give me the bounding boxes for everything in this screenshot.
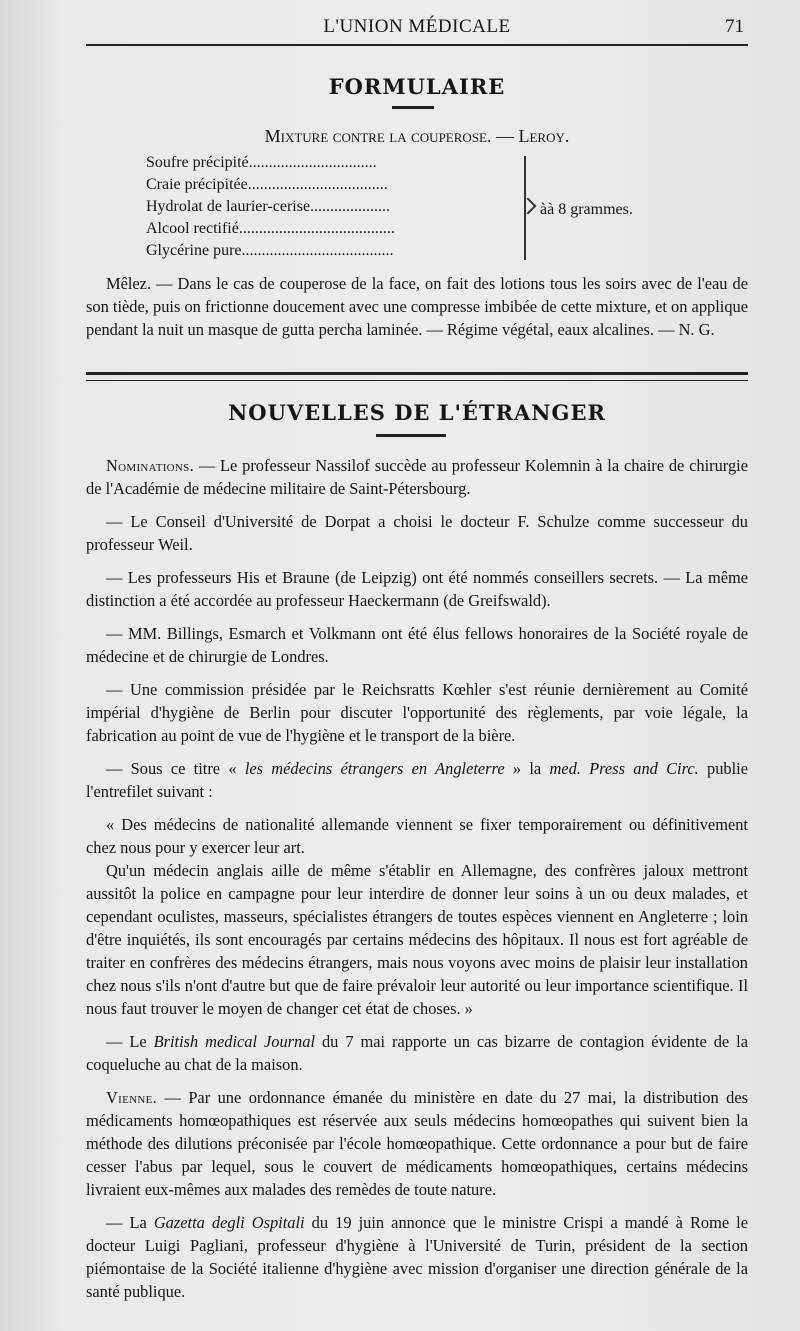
quotation-block bbox=[86, 813, 748, 1020]
page-number: 71 bbox=[725, 16, 744, 37]
quotation-paragraph: « Des médecins de nationalité allemande viennent se fixer temporairement ou définitivement chez nous pour y exercer leur art. bbox=[86, 815, 748, 857]
paragraph-text: — Le bbox=[106, 1032, 154, 1051]
news-item-leipzig: — Les professeurs His et Braune (de Leipzig) ont été nommés conseillers secrets. — La même distinction a été accordée au professeur Haeckermann (de Greifswald). bbox=[86, 568, 748, 610]
journal-name: med. Press and Circ. bbox=[549, 759, 699, 778]
section-rule-thick bbox=[86, 372, 748, 375]
recipe-instructions: Mêlez. — Dans le cas de couperose de la face, on fait des lotions tous les soirs avec de l'eau de son tiède, puis on frictionne doucement avec une compresse imbibée de cette mixture, et on applique pendant la nuit un masque de gutta percha laminée. — Régime végétal, eaux alcalines. — N. G. bbox=[86, 274, 748, 339]
news-item-angleterre bbox=[86, 757, 748, 803]
ingredient-line: Glycérine pure...................................... bbox=[146, 242, 394, 259]
ingredient-line: Craie précipitée................................... bbox=[146, 176, 388, 193]
rubric-label: Vienne. bbox=[106, 1088, 158, 1107]
paragraph-text: — Le professeur Nassilof succède au professeur Kolemnin à la chaire de chirurgie de l'Académie de médecine militaire de Saint-Pétersbourg. bbox=[86, 456, 748, 498]
rubric-label: Nominations. bbox=[106, 456, 194, 475]
recipe-title: Mixture contre la couperose. — Leroy. bbox=[264, 126, 570, 146]
ingredient-line: Hydrolat de laurier-cerise.................... bbox=[146, 198, 391, 215]
article-title: les médecins étrangers en Angleterre bbox=[244, 759, 505, 778]
recipe-dose: àà 8 grammes. bbox=[540, 201, 633, 218]
heading-divider bbox=[376, 434, 446, 437]
ingredient-line: Soufre précipité................................ bbox=[146, 154, 377, 171]
news-item-turin bbox=[86, 1211, 748, 1303]
quotation-paragraph: Qu'un médecin anglais aille de même s'établir en Allemagne, des confrères jaloux mettront aussitôt la police en campagne pour leur interdire de donner leur soins à un ou deux malades, et cependant oculistes, masseurs, spécialistes étrangers de toutes espèces viennent en Angleterre ; loin d'être inquiétés, ils sont encouragés par certains médecins des hôpitaux. Il nous est fort agréable de traiter en confrères des médecins étrangers, mais nous voyons avec moins de plaisir leur installation chez nous s'ils n'ont d'autre but que de faire prévaloir leur autorité ou leur importance scientifique. Il nous faut trouver le moyen de changer cet état de choses. » bbox=[86, 861, 748, 1018]
journal-title: L'UNION MÉDICALE bbox=[323, 16, 511, 37]
paragraph-text: publie l'entrefilet suivant : bbox=[86, 759, 748, 801]
paragraph-text: — Par une ordonnance émanée du ministère en date du 27 mai, la distribution des médicaments homœopathiques est réservée aux seuls médecins homœopathes qui suivent bien la méthode des dilutions préconisée par l'école homœopathique. Cette ordonnance a pour but de faire cesser l'abus par lequel, sous le couvert de médicaments homœopathiques, certains médecins livraient eux-mêmes aux malades des remèdes de toute nature. bbox=[86, 1088, 748, 1199]
news-item-vienne bbox=[86, 1086, 748, 1201]
heading-divider bbox=[392, 106, 434, 109]
section-heading-nouvelles: NOUVELLES DE L'ÉTRANGER bbox=[228, 400, 606, 425]
running-header bbox=[86, 14, 748, 46]
ingredient-line: Alcool rectifié....................................... bbox=[146, 220, 395, 237]
journal-name: British medical Journal bbox=[153, 1032, 316, 1051]
section-rule-thin bbox=[86, 380, 748, 381]
section-heading-formulaire: FORMULAIRE bbox=[328, 74, 506, 99]
paragraph-text: — Sous ce titre « bbox=[106, 759, 245, 778]
paragraph-text: du 7 mai rapporte un cas bizarre de contagion évidente de la coqueluche au chat de la maison. bbox=[86, 1032, 748, 1074]
news-item-dorpat: — Le Conseil d'Université de Dorpat a choisi le docteur F. Schulze comme successeur du professeur Weil. bbox=[86, 512, 748, 554]
paragraph-text: — La bbox=[106, 1213, 154, 1232]
paragraph-text: » la bbox=[504, 759, 550, 778]
news-item-bmj bbox=[86, 1030, 748, 1076]
paragraph-text: du 19 juin annonce que le ministre Crispi a mandé à Rome le docteur Luigi Pagliani, professeur d'hygiène à l'Université de Turin, président de la section piémontaise de la Société italienne d'hygiène avec mission d'organiser une direction générale de la santé publique. bbox=[86, 1213, 749, 1301]
news-item-nominations bbox=[86, 454, 748, 500]
news-item-london: — MM. Billings, Esmarch et Volkmann ont été élus fellows honoraires de la Société royale de médecine et de chirurgie de Londres. bbox=[86, 624, 748, 666]
news-item-berlin: — Une commission présidée par le Reichsratts Kœhler s'est réunie dernièrement au Comité impérial d'hygiène de Berlin pour discuter l'opportunité des règlements, par voie légale, la fabrication au point de vue de l'hygiène et le transport de la bière. bbox=[86, 680, 748, 745]
journal-name: Gazetta degli Ospitali bbox=[153, 1213, 305, 1232]
news-column bbox=[86, 454, 748, 1303]
